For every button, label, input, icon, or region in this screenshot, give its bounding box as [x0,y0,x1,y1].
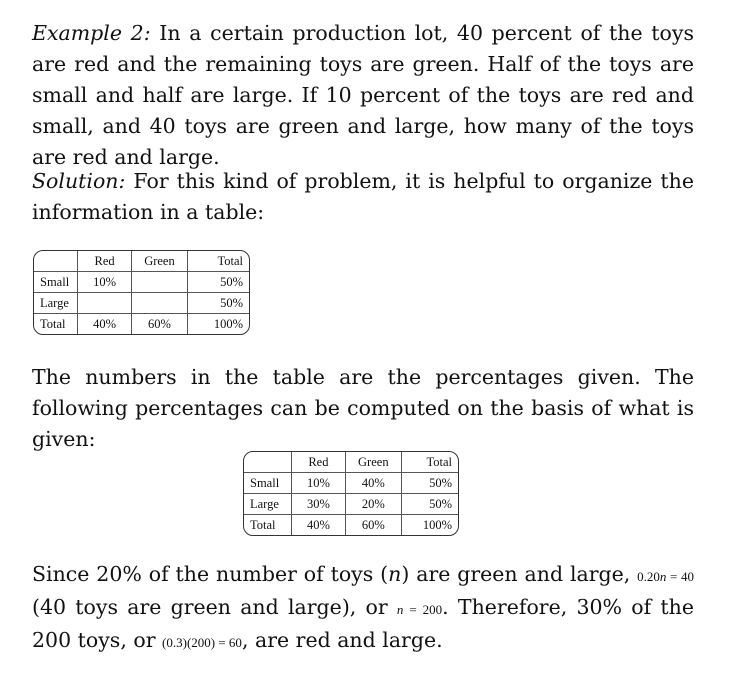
table-row [244,515,458,535]
table-cell: 60% [132,314,188,334]
table-cell: Large [244,494,292,515]
equation-coefficient: 0.20 [637,569,660,584]
conclusion-text: (40 toys are green and large), or [32,595,397,619]
table-cell: Green [346,452,402,473]
equation-2 [397,602,442,617]
conclusion-text: Since 20% of the number of toys ( [32,562,389,586]
example-text: In a certain production lot, 40 percent of the toys are red and the remaining toys are green. Half of the toys are small and half are large. If 10 percent of the toys are red and small, and 40 toys are green and large, how many of the toys are red and large. [32,21,694,169]
conclusion-text: , are red and large. [241,628,443,652]
table-cell [132,272,188,293]
example-label: Example 2: [32,21,151,45]
table-cell: Total [34,314,78,334]
table-cell: Total [244,515,292,535]
table-cell: 40% [346,473,402,494]
table-cell: 40% [78,314,132,334]
middle-paragraph: The numbers in the table are the percentages given. The following percentages can be computed on the basis of what is given: [32,365,694,451]
table-cell [244,452,292,473]
solution-paragraph [32,166,694,228]
table-cell: Small [244,473,292,494]
table-cell: 100% [213,316,243,331]
conclusion-paragraph [32,559,694,658]
table-cell: Small [34,272,78,293]
given-percentages-table [33,250,250,335]
equation-rhs: = 200 [403,602,443,617]
table-row [244,494,458,515]
table-cell: Green [132,251,188,272]
table-header-row [34,251,249,272]
table-cell: Total [188,251,249,272]
table-cell: Total [402,452,458,473]
table-cell: 10% [78,272,132,293]
table-cell: 50% [188,272,249,293]
table-cell: Red [292,452,346,473]
table-cell: 40% [292,515,346,535]
conclusion-text: ) are green and large, [401,562,638,586]
table-cell: 100% [422,517,452,532]
table-cell [34,251,78,272]
equation-1 [637,569,694,584]
table-row [244,473,458,494]
table-cell: 50% [188,293,249,314]
table-row [34,314,249,334]
equation-rhs: = 40 [666,569,694,584]
table-row [34,293,249,314]
solution-text: For this kind of problem, it is helpful to organize the information in a table: [32,169,694,224]
table-cell [78,293,132,314]
table-cell: 60% [346,515,402,535]
example-paragraph [32,18,694,173]
table-cell: 30% [292,494,346,515]
table-cell: Red [78,251,132,272]
table-cell: 20% [346,494,402,515]
table-row [34,272,249,293]
table-cell: 10% [292,473,346,494]
variable-n: n [388,562,402,586]
computed-percentages-table [243,451,459,536]
equation-variable: n [396,602,404,617]
equation-3: (0.3)(200) = 60 [162,635,242,650]
table-header-row [244,452,458,473]
conclusion-text: . Therefore, 30% of the 200 toys, or [32,595,694,652]
table-cell [132,293,188,314]
table-cell: 50% [402,494,458,515]
solution-label: Solution: [32,169,126,193]
table-cell: Large [34,293,78,314]
equation-variable: n [659,569,667,584]
table-cell: 50% [402,473,458,494]
